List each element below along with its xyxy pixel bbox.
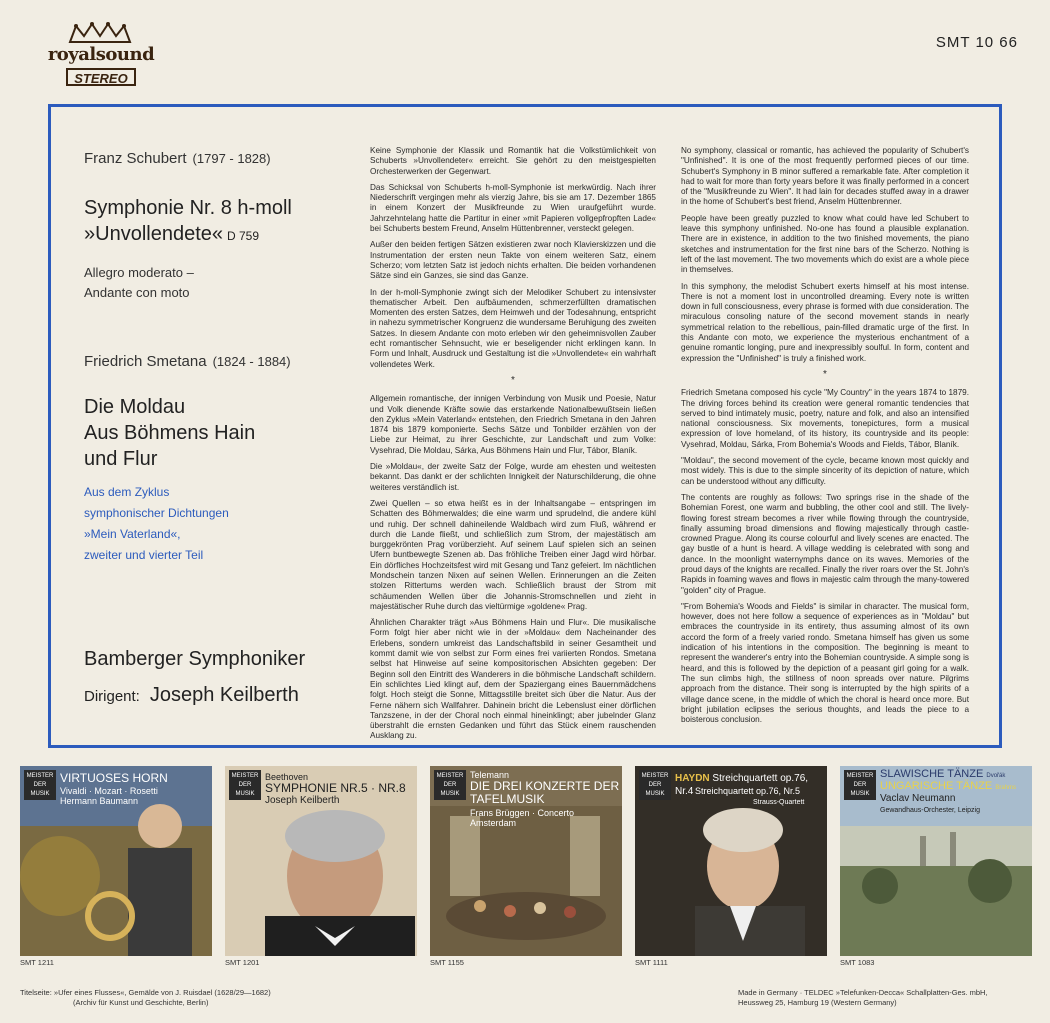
footer-label: Titelseite:	[20, 988, 52, 997]
brand-text: royalsound	[47, 44, 155, 65]
label-badge: MEISTER DER MUSIK	[434, 770, 466, 800]
composer-years: (1824 - 1884)	[212, 354, 291, 369]
album-cover	[225, 766, 417, 956]
footer-publisher	[738, 988, 988, 1008]
catalog-number-2: SMT 1201	[225, 958, 260, 967]
label-badge: MEISTER DER MUSIK	[24, 770, 56, 800]
cover-title-2-text: UNGARISCHE TÄNZE	[880, 780, 993, 792]
royalsound-logo	[46, 22, 156, 96]
label-badge: MEISTER DER MUSIK	[844, 770, 876, 800]
paragraph: In this symphony, the melodist Schubert exerts himself at his most intense. There is not a moment lost in uncontrolled dreaming. Every note is written down in full consciousness, every phrase is formed with due consideration. The miraculous consoling nature of the second movement stands in nearly symmetrical relation to the rebellious, pain-filled dramatic urge of the first. In this Andante con moto, we experience the mysterious enchantment of a genuine romantic longing, pure and inexpressibly soulful. In form, content and expression the "Unfinished" is truly a finished work.	[681, 281, 969, 363]
catalog-strip	[0, 766, 1050, 981]
composer-years: (1797 - 1828)	[192, 151, 271, 166]
composer-schubert	[84, 150, 354, 167]
cover-composer: Beethoven	[265, 772, 309, 782]
separator-star: *	[511, 374, 515, 386]
cover-title-1: SLAWISCHE TÄNZE	[880, 768, 984, 780]
deutsch-number: D 759	[227, 229, 260, 243]
paragraph: Die »Moldau«, der zweite Satz der Folge, wurde am ehesten und weitesten bekannt. Das dankt er der schlichten Innigkeit der Naturschilderung, die ohne weiteres verständlich ist.	[370, 462, 656, 492]
orchestra: Bamberger Symphoniker	[84, 648, 306, 670]
conductor-name: Joseph Keilberth	[149, 684, 299, 706]
work-line: Symphonie Nr. 8 h-moll	[84, 197, 292, 219]
stereo-badge: STEREO	[66, 68, 136, 86]
conductor-line	[84, 684, 299, 707]
footer-line: Heussweg 25, Hamburg 19 (Western Germany)	[738, 998, 897, 1007]
catalog-number-1: SMT 1211	[20, 958, 54, 967]
paragraph: Friedrich Smetana composed his cycle "My Country" in the years 1874 to 1879. The driving forces behind its creation were general romantic tendencies that served to bind intimately music, poetry, nature and folk, and also an intensified national consciousness. Six movements, tonepictures, form a musical expression of love homeland, of its history, its countryside and its people: Vysehrad, Moldau, Sárka, From Bohemia's Woods and Fields, Tábor, Blaník.	[681, 388, 969, 449]
cycle-line: Aus dem Zyklus	[84, 485, 170, 499]
paragraph: "Moldau", the second movement of the cycle, became known most quickly and most widely. This is due to the simple sincerity of its depiction of nature, which can be understood without any difficulty.	[681, 456, 969, 486]
cover-artist: Frans Brüggen · Concerto Amsterdam	[470, 808, 575, 828]
cover-composer: Brahms	[995, 785, 1016, 791]
cover-artist: Hermann Baumann	[60, 796, 139, 806]
cover-title: DIE DREI KONZERTE DER TAFELMUSIK	[470, 779, 620, 806]
paragraph: "From Bohemia's Woods and Fields" is similar in character. The musical form, however, does not here follow a sequence of experiences as in "Moldau" but embraces the countryside in its entirety, thus assuming almost of its own accord the form of a freely varied rondo. Smetana himself has given us some indication of his intentions in the composition. The beginning is meant to represent the wanderer's entry into the Bohemian countryside. A simple song is heard, and this is followed by the depiction of a peasant girl going for a walk. The sun climbs high, the stillness of noon spreads over nature. Pilgrims approach from the distance. Their song is interrupted by the high spirits of a village dance scene, in the middle of which the choral is heard once more. But bright jubilation eclipses the serious thoughts, and leads the piece to a boisterous conclusion.	[681, 601, 969, 725]
paragraph: No symphony, classical or romantic, has achieved the popularity of Schubert's "Unfinished". It is one of the most frequently performed pieces of our time. Schubert's Symphony in B minor suffered a remarkable fate. After completion it had to wait for more than forty years before it was finally performed in a concert of the "Musikfreunde zu Wien". It had lain for decades stuffed away in a drawer in the home of Schubert's best friend, Anselm Hüttenbrenner.	[681, 146, 969, 207]
cover-composer: Telemann	[470, 770, 510, 780]
composer-smetana	[84, 353, 354, 370]
paragraph: Allgemein romantische, der innigen Verbindung von Musik und Poesie, Natur und Volk dienende Kräfte sowie das erstarkende Nationalbewußtsein ließen den Zyklus »Mein Vaterland« entstehen, den Friedrich Smetana in den Jahren 1874 bis 1879 komponierte. Sechs Sätze und Tonbilder erzählen von der Liebe zur Heimat, zu ihrer Geschichte, zur Landschaft und zum Volke: Vysehrad, Die Moldau, Sárka, Aus Böhmens Hain und Flur, Tábor, Blaník.	[370, 394, 656, 455]
album-cover	[20, 766, 212, 956]
cover-artist: Joseph Keilberth	[265, 795, 340, 806]
paragraph: The contents are roughly as follows: Two springs rise in the shade of the Bohemian Forest, one warm and bubbling, the other cool and still. The lively-flowing forest stream becomes a river while flowing through the countryside, finally assuming broad dimensions and flowing majestically through castle-crowned Prague. Along its course colourful and lively scenes are enacted. The gay bustle of a hunt is heard. A village wedding is celebrated with song and dance. In the moonlight waternymphs dance on its waves. Memories of the proud days of the knights are recalled. Finally the river roars over the St. John's Rapids in foaming waves and flows in majestic calm through the many-towered "golden" city of Prague.	[681, 492, 969, 595]
work-line: Aus Böhmens Hain	[84, 422, 256, 444]
album-cover	[840, 766, 1032, 956]
paragraph: Außer den beiden fertigen Sätzen existieren zwar noch Klavierskizzen und die Instrumentation der ersten neun Takte von einem weiteren Satz, einem Scherzo; vom letzten Satz ist jedoch nichts erhalten. Die beiden vorhandenen Sätze sind ein Ganzes, sie sind das Ganze.	[370, 240, 656, 281]
paragraph: Ähnlichen Charakter trägt »Aus Böhmens Hain und Flur«. Die musikalische Form folgt hier aber nicht wie in der »Moldau« dem Nacheinander des Erlebens, sondern umkreist das Landschaftsbild in seiner Gesamtheit und kommt damit wie von selbst zur Form eines frei variierten Rondos. Smetana selbst hat Hinweise auf seine kompositorischen Absichten gegeben: Der Beginn soll den Eintritt des Wanderers in die böhmische Landschaft schildern. Ein schlichtes Lied klingt auf, dem der Spaziergang eines Bauernmädchens folgt. Hoch steigt die Sonne, Mittagsstille breitet sich über die Natur. Aus der Ferne nähern sich Wallfahrer. Dahinein bricht die Lebenslust einer dörflichen Tanzszene, in der der Choral noch einmal hineinklingt; aber jubelnder Glanz überstrahlt die ernsten Gedanken und führt das Stück einem rauschenden Ausklang zu.	[370, 618, 656, 741]
album-cover	[430, 766, 622, 956]
cover-title: VIRTUOSES HORN	[60, 771, 168, 785]
label-badge: MEISTER DER MUSIK	[639, 770, 671, 800]
notes-english	[681, 146, 969, 731]
composer-name: Franz Schubert	[84, 150, 187, 167]
composer-name: Friedrich Smetana	[84, 353, 207, 370]
paragraph: Zwei Quellen – so etwa heißt es in der Inhaltsangabe – entspringen im Schatten des Böhmerwaldes; die eine warm und sprudelnd, die andere kühl und ruhig. Der schnell dahineilende Waldbach wird zum Fluß, während er durch die Lande fließt, und schließlich zum Strom, der majestätisch am burggekrönten Prag vorüberzieht. Auf seinem Lauf spielen sich an seinen Ufern buntbewegte Szenen ab. Das fröhliche Treiben einer Jagd wird hörbar. Ein dörfliches Hochzeitsfest wird mit Gesang und Tanz gefeiert. Im nächtlichen Mondschein tanzen Nixen auf seinen Wellen. Erinnerungen an die Zeiten stolzen Rittertums werden wach. Schließlich braust der Strom mit schäumenden Wellen über die Johannis-Stromschnellen und zieht in majestätischer Ruhe durch das vieltürmige »goldene« Prag.	[370, 498, 656, 611]
paragraph: People have been greatly puzzled to know what could have led Schubert to leave this symphony unfinished. No-one has found a plausible explanation. There are in existence, in addition to the two finished movements, the piano sketches and instrumentation for the first nine bars of the Scherzo. Nothing is left of the last movement. The two movements which do exist are a whole piece in themselves.	[681, 213, 969, 275]
footer-line: »Ufer eines Flusses«, Gemälde von J. Ruisdael (1628/29—1682)	[53, 988, 271, 997]
paragraph: Keine Symphonie der Klassik und Romantik hat die Volkstümlichkeit von Schuberts »Unvollendeter« erreicht. Sie gehört zu den meistgespielten Orchesterwerken der Gegenwart.	[370, 146, 656, 176]
work-title-smetana	[84, 394, 354, 472]
notes-german	[370, 146, 656, 748]
cover-composer: Dvořák	[986, 773, 1006, 779]
catalog-number-3: SMT 1155	[430, 958, 464, 967]
cover-work: Streichquartett op.76, Nr.4	[675, 773, 809, 797]
program-panel	[84, 150, 354, 566]
crown-icon	[68, 22, 132, 44]
cover-title: SYMPHONIE NR.5 · NR.8	[265, 781, 406, 795]
cycle-line: »Mein Vaterland«,	[84, 527, 181, 541]
cycle-info	[84, 482, 354, 566]
footer-credits	[20, 988, 271, 1008]
cover-subtitle: Streichquartett op.76, Nr.5	[695, 786, 801, 796]
cover-artist: Strauss-Quartett	[753, 799, 805, 806]
paragraph: Das Schicksal von Schuberts h-moll-Symphonie ist merkwürdig. Nach ihrer Niederschrift vergingen mehr als vierzig Jahre, bis sie am 17. Dezember 1865 in einem Konzert der Musikfreunde zu Wien uraufgeführt wurde. Jahrzehntelang hatte die Partitur in einer »mit Papieren vollgepfropften Lade« bei Schuberts bestem Freund, Anselm Hüttenbrenner, versteckt gelegen.	[370, 182, 656, 234]
cover-conductor: Vaclav Neumann	[880, 793, 956, 804]
catalog-number-4: SMT 1111	[635, 958, 668, 967]
work-line: Die Moldau	[84, 396, 186, 418]
conductor-label: Dirigent:	[84, 688, 140, 705]
movement: Andante con moto	[84, 285, 190, 300]
catalog-number: SMT 10 66	[935, 34, 1018, 51]
work-line: und Flur	[84, 448, 158, 470]
paragraph: In der h-moll-Symphonie zwingt sich der Melodiker Schubert zu intensivster thematischer Arbeit. Den aufbäumenden, schmerzerfüllten dramatischen Momenten des ersten Satzes, dem Heimweh und der Todesahnung, entspricht in nahezu symmetrischer Kongruenz die wundersame Beruhigung des zweiten Satzes. In diesem Andante con moto erleben wir den geheimnisvollen Zauber echt romantischer Sehnsucht, wie er beseligender nicht erklingen kann. In Form und Inhalt, Ausdruck und Gestaltung ist die »Unvollendete« ein wahrhaft vollendetes Werk.	[370, 287, 656, 369]
work-title-schubert	[84, 195, 354, 249]
movement: Allegro moderato –	[84, 265, 194, 280]
footer-line: (Archiv für Kunst und Geschichte, Berlin)	[73, 998, 209, 1007]
work-line: »Unvollendete«	[84, 223, 223, 245]
label-badge: MEISTER DER MUSIK	[229, 770, 261, 800]
cycle-line: symphonischer Dichtungen	[84, 506, 229, 520]
catalog-number-5: SMT 1083	[840, 958, 875, 967]
cycle-line: zweiter und vierter Teil	[84, 548, 204, 562]
album-cover	[635, 766, 827, 956]
cover-orchestra: Gewandhaus-Orchester, Leipzig	[880, 807, 980, 814]
cover-subtitle: Vivaldi · Mozart · Rosetti	[60, 786, 158, 796]
footer-line: Made in Germany · TELDEC »Telefunken-Decca« Schallplatten-Ges. mbH,	[738, 988, 988, 997]
movements-schubert	[84, 263, 354, 303]
cover-composer: HAYDN	[675, 773, 710, 784]
separator-star: *	[823, 368, 827, 380]
